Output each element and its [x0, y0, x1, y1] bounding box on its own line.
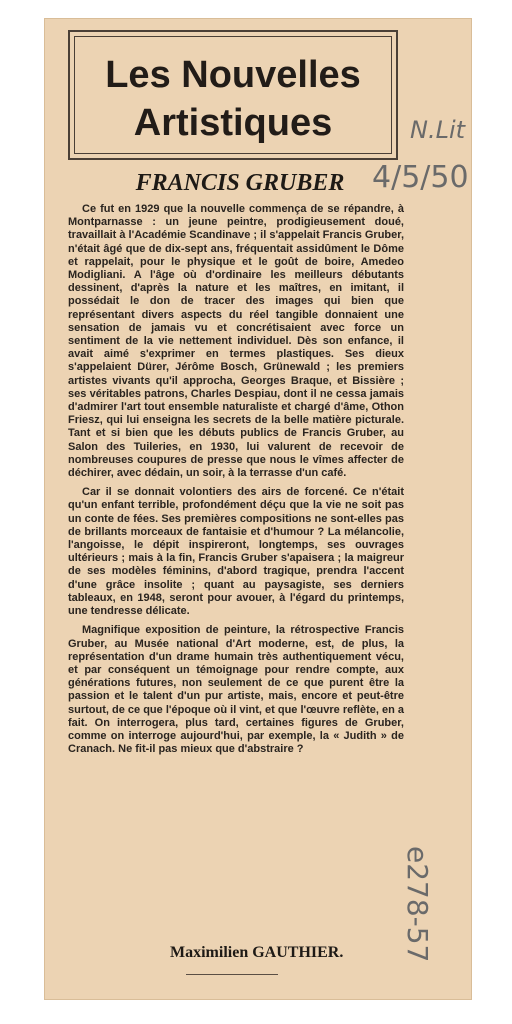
author-signature: Maximilien GAUTHIER.	[170, 944, 344, 961]
masthead-title-line-2: Artistiques	[133, 102, 333, 144]
masthead	[68, 30, 398, 160]
masthead-title-line-1: Les Nouvelles	[105, 54, 361, 96]
article-body	[68, 203, 404, 762]
article-paragraph: Magnifique exposition de peinture, la rétrospective Francis Gruber, au Musée national d'Art moderne, est, de plus, la représentation d'un drame humain très authentiquement vécu, et par conséquent un témoignage pour rendre compte, aux générations futures, non seulement de ce que purent être la passion et le talent d'un pur artiste, mais, encore et peut-être surtout, de ce que l'époque où il vint, et que l'œuvre reflète, en a fait. On interrogera, plus tard, certaines figures de Gruber, comme on interroge aujourd'hui, par exemple, la « Judith » de Cranach. Ne fit-il pas mieux que d'abstraire ?	[68, 624, 404, 756]
handwritten-date: 4/5/50	[372, 160, 469, 195]
article-paragraph: Ce fut en 1929 que la nouvelle commença de se répandre, à Montparnasse : un jeune peintre, prodigieusement doué, travaillait à l'Académie Scandinave ; il s'appelait Francis Gruber, n'était âgé que de dix-sept ans, fréquentait assidûment le Dôme et rappelait, pour le physique et le goût de boire, Amedeo Modigliani. A l'âge où d'ordinaire les meilleurs débutants dessinent, d'après la nature et les maîtres, en imitant, il possédait le don de tracer des images qui bien que représentant divers aspects du réel tangible donnaient une sensation de jamais vu et concrétisaient avec force un sentiment de la vie nettement individuel. Dès son enfance, il avait aimé s'exprimer en termes plastiques. Ses dieux s'appelaient Dürer, Jérôme Bosch, Grünewald ; les premiers artistes vivants qu'il approcha, Georges Braque, et Bissière ; ses véritables patrons, Charles Despiau, dont il ne cessa jamais d'admirer l'art tout ensemble naturaliste et chargé d'âme, Othon Friesz, qui lui enseigna les secrets de la belle matière picturale. Tant et si bien que les débuts publics de Francis Gruber, au Salon des Tuileries, en 1930, lui valurent de recevoir de nombreuses coupures de presse que nous le vîmes affecter de déchirer, avec dédain, un soir, à la terrasse d'un café.	[68, 203, 404, 480]
article-paragraph: Car il se donnait volontiers des airs de forcené. Ce n'était qu'un enfant terrible, profondément déçu que la vie ne soit pas un conte de fées. Ses premières compositions ne sont-elles pas de brillants morceaux de fantaisie et d'humour ? La mélancolie, l'angoisse, le dépit inspireront, longtemps, ses ouvrages ultérieurs ; mais à la fin, Francis Gruber s'apaisera ; la maigreur de ses modèles féminins, d'abord tragique, prendra l'accent d'une grâce insolite ; quant au paysagiste, ses derniers tableaux, en 1948, seront pour avouer, à l'égard du printemps, une tendresse délicate.	[68, 486, 404, 618]
article-title: FRANCIS GRUBER	[135, 170, 345, 196]
handwritten-catalog-number: e278-57	[401, 846, 434, 963]
divider	[186, 974, 278, 975]
handwritten-reference: N.Lit	[410, 116, 466, 144]
